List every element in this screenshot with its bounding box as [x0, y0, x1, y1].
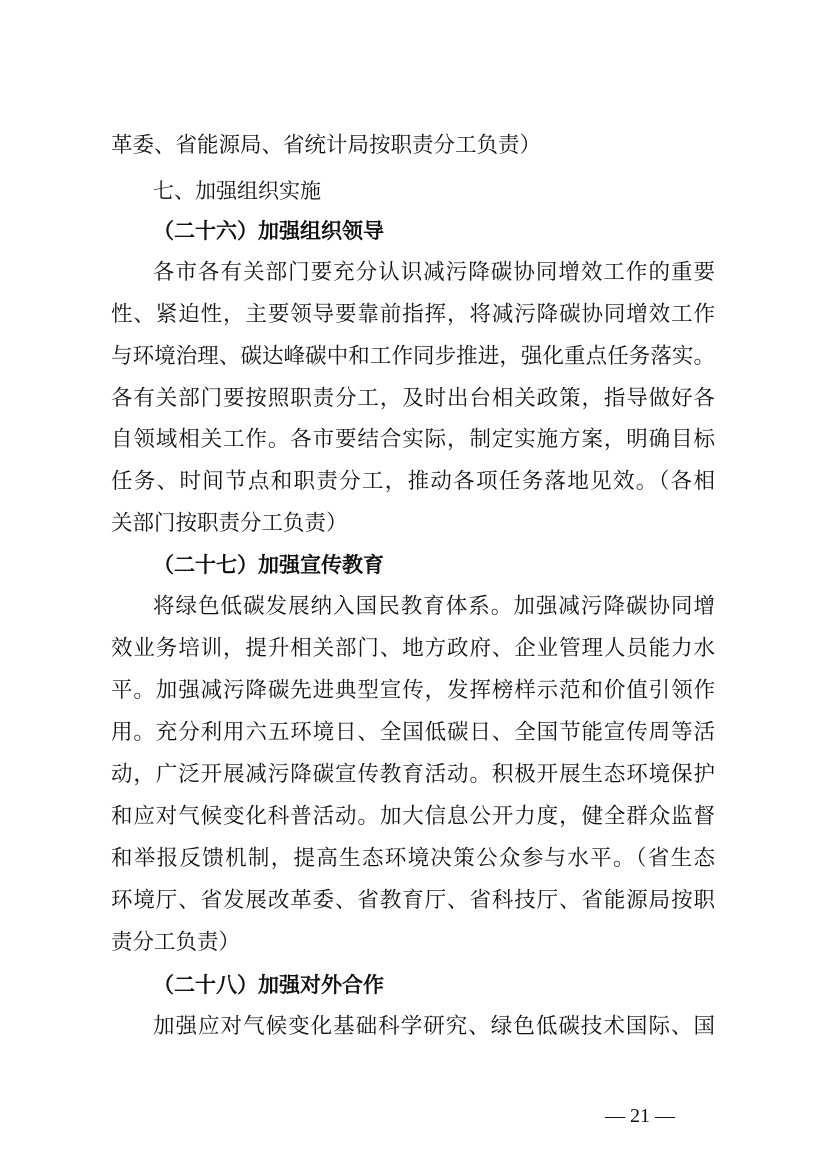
paragraph-line: 自领域相关工作。各市要结合实际，制定实施方案，明确目标 [111, 427, 715, 452]
paragraph-line: 用。充分利用六五环境日、全国低碳日、全国节能宣传周等活 [111, 720, 715, 745]
paragraph-line: 和举报反馈机制，提高生态环境决策公众参与水平。（省生态 [111, 846, 715, 871]
paragraph-line: 与环境治理、碳达峰碳中和工作同步推进，强化重点任务落实。 [111, 344, 715, 369]
paragraph-line: 责分工负责） [111, 930, 241, 955]
subsection-heading: （二十七）加强宣传教育 [153, 553, 384, 577]
paragraph-line: 革委、省能源局、省统计局按职责分工负责） [111, 133, 542, 158]
paragraph-line: 任务、时间节点和职责分工，推动各项任务落地见效。（各相 [111, 469, 715, 494]
paragraph-line: 效业务培训，提升相关部门、地方政府、企业管理人员能力水 [111, 636, 715, 661]
subsection-heading: （二十八）加强对外合作 [153, 973, 384, 997]
section-heading: 七、加强组织实施 [153, 179, 321, 203]
paragraph-line: 环境厅、省发展改革委、省教育厅、省科技厅、省能源局按职 [111, 888, 715, 913]
paragraph-line: 和应对气候变化科普活动。加大信息公开力度，健全群众监督 [111, 804, 715, 829]
paragraph-line: 加强应对气候变化基础科学研究、绿色低碳技术国际、国 [153, 1014, 715, 1039]
paragraph-line: 关部门按职责分工负责） [111, 511, 348, 536]
paragraph-line: 各市各有关部门要充分认识减污降碳协同增效工作的重要 [153, 260, 715, 285]
paragraph-line: 性、紧迫性，主要领导要靠前指挥，将减污降碳协同增效工作 [111, 302, 715, 327]
paragraph-line: 各有关部门要按照职责分工，及时出台相关政策，指导做好各 [111, 386, 715, 411]
subsection-heading: （二十六）加强组织领导 [153, 219, 384, 243]
paragraph-line: 将绿色低碳发展纳入国民教育体系。加强减污降碳协同增 [153, 594, 715, 619]
paragraph-line: 动，广泛开展减污降碳宣传教育活动。积极开展生态环境保护 [111, 762, 715, 787]
page-number: — 21 — [605, 1105, 675, 1127]
paragraph-line: 平。加强减污降碳先进典型宣传，发挥榜样示范和价值引领作 [111, 678, 715, 703]
